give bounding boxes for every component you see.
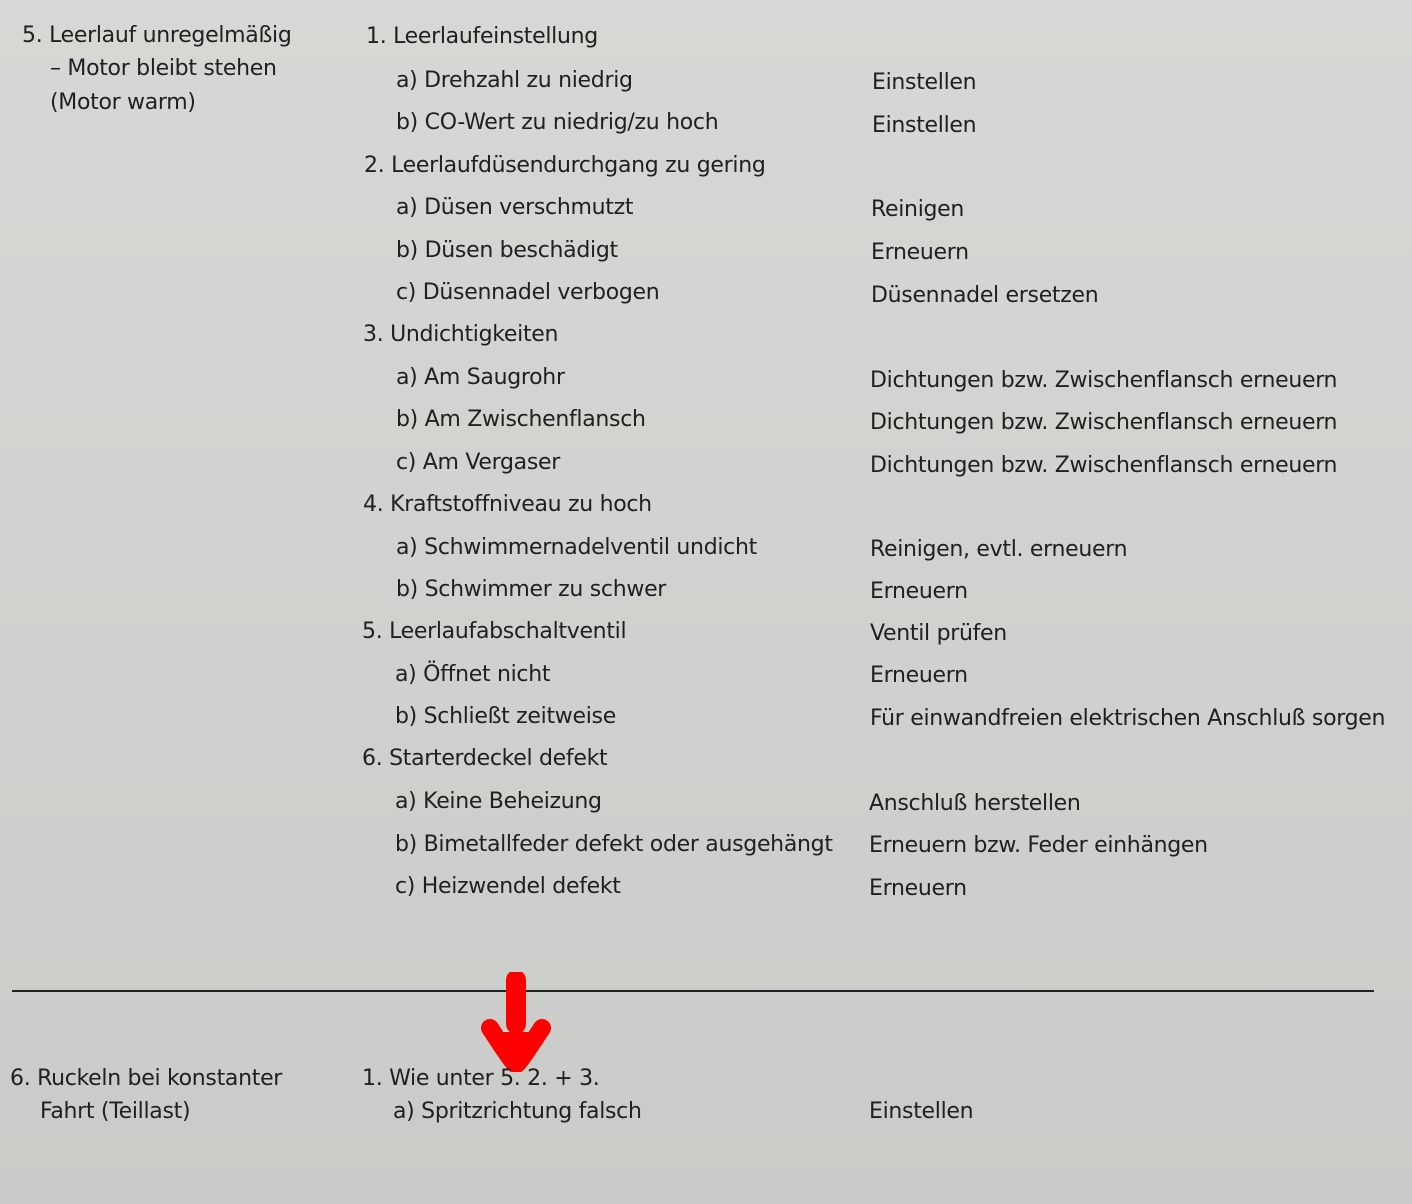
cause-2c: c) Düsennadel verbogen — [396, 280, 660, 305]
cause-6a: a) Keine Beheizung — [395, 789, 602, 814]
cause-3a: a) Am Saugrohr — [396, 365, 565, 390]
cause-6b: b) Bimetallfeder defekt oder ausgehängt — [395, 832, 833, 857]
cause-1: 1. Leerlaufeinstellung — [366, 24, 598, 49]
cause-6: 6. Starterdeckel defekt — [362, 746, 608, 771]
cause-6c: c) Heizwendel defekt — [395, 874, 621, 899]
remedy-6a: Anschluß herstellen — [869, 791, 1081, 816]
cause-5: 5. Leerlaufabschaltventil — [362, 619, 627, 644]
remedy-5a: Erneuern — [870, 663, 968, 688]
section-divider — [12, 990, 1374, 992]
remedy-2c: Düsennadel ersetzen — [871, 283, 1099, 308]
cause-4a: a) Schwimmernadelventil undicht — [396, 535, 757, 560]
cause-2b: b) Düsen beschädigt — [396, 238, 618, 263]
remedy-1a: Einstellen — [872, 70, 977, 95]
remedy-1b: Einstellen — [872, 113, 977, 138]
cause-3c: c) Am Vergaser — [396, 450, 560, 475]
remedy-6c: Erneuern — [869, 876, 967, 901]
cause-3: 3. Undichtigkeiten — [363, 322, 559, 347]
section6-cause-1a: a) Spritzrichtung falsch — [393, 1099, 642, 1124]
cause-2: 2. Leerlaufdüsendurchgang zu gering — [364, 153, 766, 178]
symptom-5-line1: 5. Leerlauf unregelmäßig — [22, 23, 292, 48]
remedy-6b: Erneuern bzw. Feder einhängen — [869, 833, 1208, 858]
symptom-6-line2: Fahrt (Teillast) — [40, 1099, 191, 1124]
cause-1a: a) Drehzahl zu niedrig — [396, 68, 633, 93]
remedy-3a: Dichtungen bzw. Zwischenflansch erneuern — [870, 368, 1338, 393]
cause-1b: b) CO-Wert zu niedrig/zu hoch — [396, 110, 719, 135]
cause-5b: b) Schließt zeitweise — [395, 704, 616, 729]
remedy-4a: Reinigen, evtl. erneuern — [870, 537, 1128, 562]
remedy-3b: Dichtungen bzw. Zwischenflansch erneuern — [870, 410, 1338, 435]
red-down-arrow-icon — [476, 972, 556, 1072]
remedy-4b: Erneuern — [870, 579, 968, 604]
remedy-2a: Reinigen — [871, 197, 965, 222]
symptom-6-line1: 6. Ruckeln bei konstanter — [10, 1066, 283, 1091]
cause-3b: b) Am Zwischenflansch — [396, 407, 646, 432]
cause-4b: b) Schwimmer zu schwer — [396, 577, 667, 602]
remedy-3c: Dichtungen bzw. Zwischenflansch erneuern — [870, 453, 1338, 478]
section6-remedy-1a: Einstellen — [869, 1099, 974, 1124]
section6-cause-1: 1. Wie unter 5. 2. + 3. — [362, 1066, 600, 1091]
remedy-5b: Für einwandfreien elektrischen Anschluß sorgen — [870, 706, 1386, 731]
symptom-5-line3: (Motor warm) — [50, 90, 196, 115]
cause-5a: a) Öffnet nicht — [395, 662, 551, 687]
cause-2a: a) Düsen verschmutzt — [396, 195, 634, 220]
remedy-5: Ventil prüfen — [870, 621, 1007, 646]
remedy-2b: Erneuern — [871, 240, 969, 265]
symptom-5-line2: – Motor bleibt stehen — [50, 56, 277, 81]
cause-4: 4. Kraftstoffniveau zu hoch — [363, 492, 652, 517]
